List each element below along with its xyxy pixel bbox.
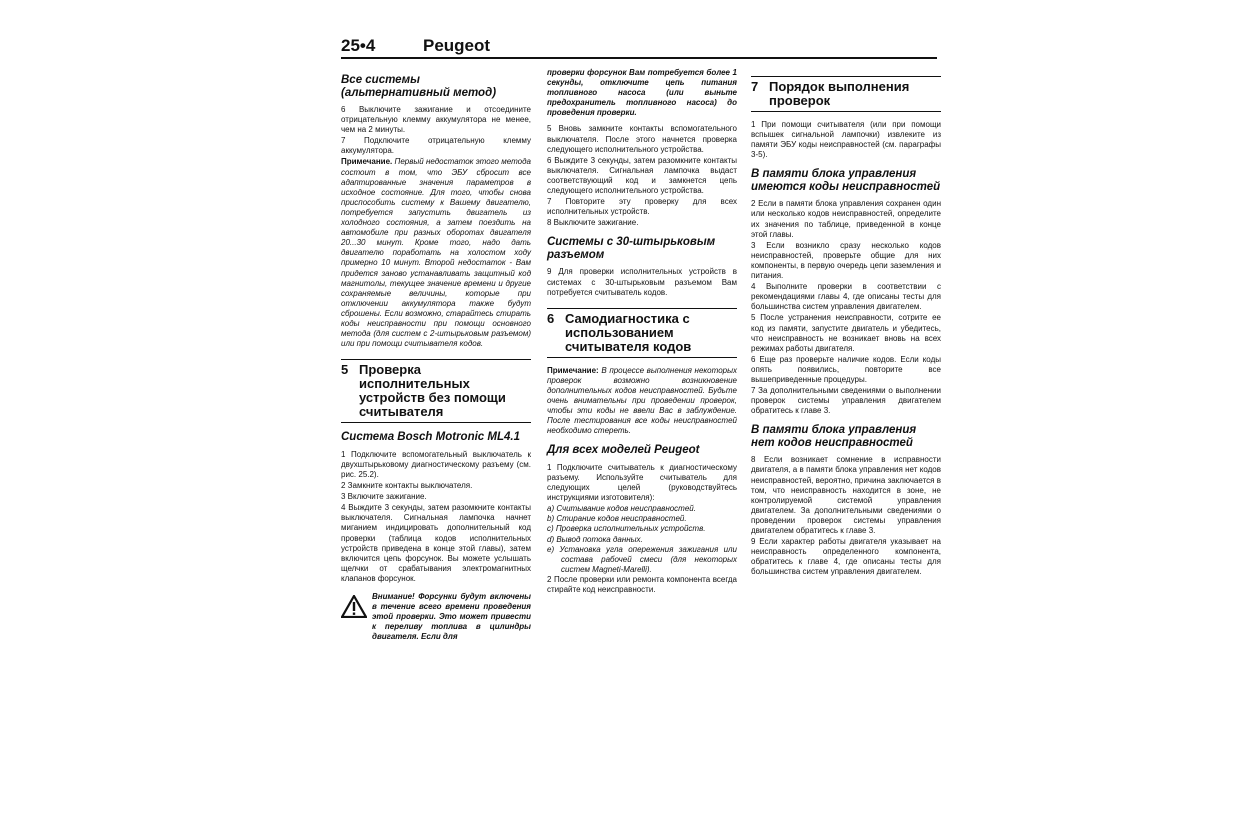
note-text: Первый недостаток этого метода состоит в том, что ЭБУ сбросит все адаптированные значения параметров в исходное состояние. Для того, чтобы снова приспособить систему к Вашему двигателю, потребуется запустить двигатель из холодного состояния, а затем поездить на автомобиле при разных оборотах двигателя 20...30 минут. Кроме того, надо дать двигателю поработать на холостом ходу примерно 10 минут. Второй недостаток - Вам придется заново устанавливать защитный код магнитолы, текущее значение времени и другие сохраняемые величины, которые при отключении аккумулятора также будут сброшены. Если возможно, старайтесь стирать коды неисправности при помощи основного метода (для систем с 2-штырьковым разъемом) или при помощи считывателя кодов.	[341, 157, 531, 349]
paragraph: 1 Подключите считыватель к диагностическому разъему. Используйте считыватель для следующих целей (руководствуйтесь инструкциями изготовителя):	[547, 462, 737, 503]
paragraph: 8 Если возникает сомнение в исправности двигателя, а в памяти блока управления нет кодов неисправностей, вероятно, причина заключается в том, что неисправность находится в зоне, не контролируемой системой управления двигателем. За дополнительными сведениями о проведении проверок системы управления двигателем обратитесь к главе 3.	[751, 455, 941, 535]
section-heading	[751, 76, 941, 112]
note-text: В процессе выполнения некоторых проверок возможно возникновение дополнительных кодов неисправностей. Будьте очень внимательны при проведении проверок, чтобы эти коды не ввели Вас в заблуждение. После тестирования все коды неисправностей необходимо стереть.	[547, 365, 737, 436]
list-item: d) Вывод потока данных.	[547, 534, 643, 544]
note	[547, 366, 737, 437]
page-number: 25•4	[341, 36, 376, 55]
section-title: Порядок выполнения проверок	[769, 79, 910, 108]
section-heading	[341, 359, 531, 423]
warning-block	[341, 592, 531, 643]
section-number: 6	[547, 310, 555, 326]
paragraph: 4 Выждите 3 секунды, затем разомкните контакты выключателя. Сигнальная лампочка начнет миганием индицировать дополнительный код проверки (таблица кодов исполнительных устройств приведена в конце этой главы), затем включится цепь форсунок. Вы можете услышать щелчки от срабатывания электромагнитных клапанов форсунок.	[341, 503, 531, 583]
header-rule	[341, 57, 937, 59]
column-3	[751, 68, 941, 578]
paragraph: 6 Выключите зажигание и отсоедините отрицательную клемму аккумулятора не менее, чем на 2 минуты.	[341, 105, 531, 135]
paragraph: 3 Включите зажигание.	[341, 492, 427, 502]
paragraph: 7 За дополнительными сведениями о выполнении проверок системы управления двигателем обратитесь к главе 3.	[751, 386, 941, 416]
subheading: Все системы (альтернативный метод)	[341, 74, 497, 99]
paragraph: 8 Выключите зажигание.	[547, 218, 639, 228]
paragraph: 5 Вновь замкните контакты вспомогательного выключателя. После этого начнется проверка следующего исполнительного устройства.	[547, 124, 737, 154]
list-item: e) Установка угла опережения зажигания или состава рабочей смеси (для некоторых систем Magneti-Marelli).	[547, 544, 737, 574]
section-number: 5	[341, 362, 349, 378]
warning-text: Внимание! Форсунки будут включены в течение всего времени проведения этой проверки. Это может привести к переливу топлива в цилиндры двигателя. Если для	[372, 591, 531, 642]
paragraph: 6 Выждите 3 секунды, затем разомкните контакты выключателя. Сигнальная лампочка выдаст соответствующий код и замкнется цепь следующего исполнительного устройства.	[547, 155, 737, 196]
paragraph: 9 Для проверки исполнительных устройств в системах с 30-штырьковым разъемом Вам потребуется считыватель кодов.	[547, 267, 737, 297]
paragraph: 1 Подключите вспомогательный выключатель к двухштырьковому диагностическому разъему (см. рис. 25.2).	[341, 449, 531, 479]
warning-continued: проверки форсунок Вам потребуется более 1 секунды, отключите цепь питания топливного насоса (или выньте предохранитель топливного насоса) до проведения проверки.	[547, 68, 737, 118]
running-title: Peugeot	[423, 36, 491, 55]
paragraph: 7 Подключите отрицательную клемму аккумулятора.	[341, 136, 531, 156]
list-item: a) Считывание кодов неисправностей.	[547, 504, 696, 514]
paragraph: 5 После устранения неисправности, сотрите ее код из памяти, запустите двигатель и убедитесь, что неисправность не возникает вновь на всех режимах работы двигателя.	[751, 313, 941, 353]
section-number: 7	[751, 79, 759, 94]
page-header	[341, 36, 937, 58]
paragraph: 9 Если характер работы двигателя указывает на неисправность определенного компонента, обратитесь к главе 4, где описаны тесты для большинства систем управления двигателем.	[751, 537, 941, 577]
note	[341, 157, 531, 349]
paragraph: 7 Повторите эту проверку для всех исполнительных устройств.	[547, 197, 737, 217]
column-1	[341, 68, 531, 643]
section-title: Проверка исполнительных устройств без помощи считывателя	[359, 362, 506, 420]
column-2	[547, 68, 737, 596]
paragraph: 3 Если возникло сразу несколько кодов неисправностей, проверьте общие для них компоненты, в первую очередь цепи заземления и питания.	[751, 240, 941, 281]
list-item: c) Проверка исполнительных устройств.	[547, 524, 706, 534]
paragraph: 2 Замкните контакты выключателя.	[341, 481, 473, 491]
subheading: В памяти блока управления имеются коды неисправностей	[751, 168, 941, 193]
list-item: b) Стирание кодов неисправностей.	[547, 514, 687, 524]
paragraph: 6 Еще раз проверьте наличие кодов. Если коды опять появились, повторите все вышеприведенные процедуры.	[751, 354, 941, 384]
list	[547, 504, 737, 575]
subheading: В памяти блока управления нет кодов неисправностей	[751, 424, 917, 449]
subheading: Системы с 30-штырьковым разъемом	[547, 236, 716, 261]
paragraph: 1 При помощи считывателя (или при помощи вспышек сигнальной лампочки) извлеките из памяти ЭБУ коды неисправностей (см. параграфы 3-5).	[751, 120, 941, 160]
note-label: Примечание:	[547, 365, 599, 375]
subheading: Для всех моделей Peugeot	[547, 444, 700, 457]
paragraph: 2 Если в памяти блока управления сохранен один или несколько кодов неисправностей, определите их значения по таблице, приведенной в конце этой главы.	[751, 199, 941, 239]
paragraph: 2 После проверки или ремонта компонента всегда стирайте код неисправности.	[547, 574, 737, 594]
note-label: Примечание.	[341, 157, 393, 167]
warning-triangle-icon	[341, 595, 367, 618]
section-heading	[547, 308, 737, 358]
section-title: Самодиагностика с использованием считывателя кодов	[565, 310, 692, 354]
paragraph: 4 Выполните проверки в соответствии с рекомендациями главы 4, где описаны тесты для большинства систем управления двигателем.	[751, 282, 941, 312]
subheading: Система Bosch Motronic ML4.1	[341, 431, 520, 444]
